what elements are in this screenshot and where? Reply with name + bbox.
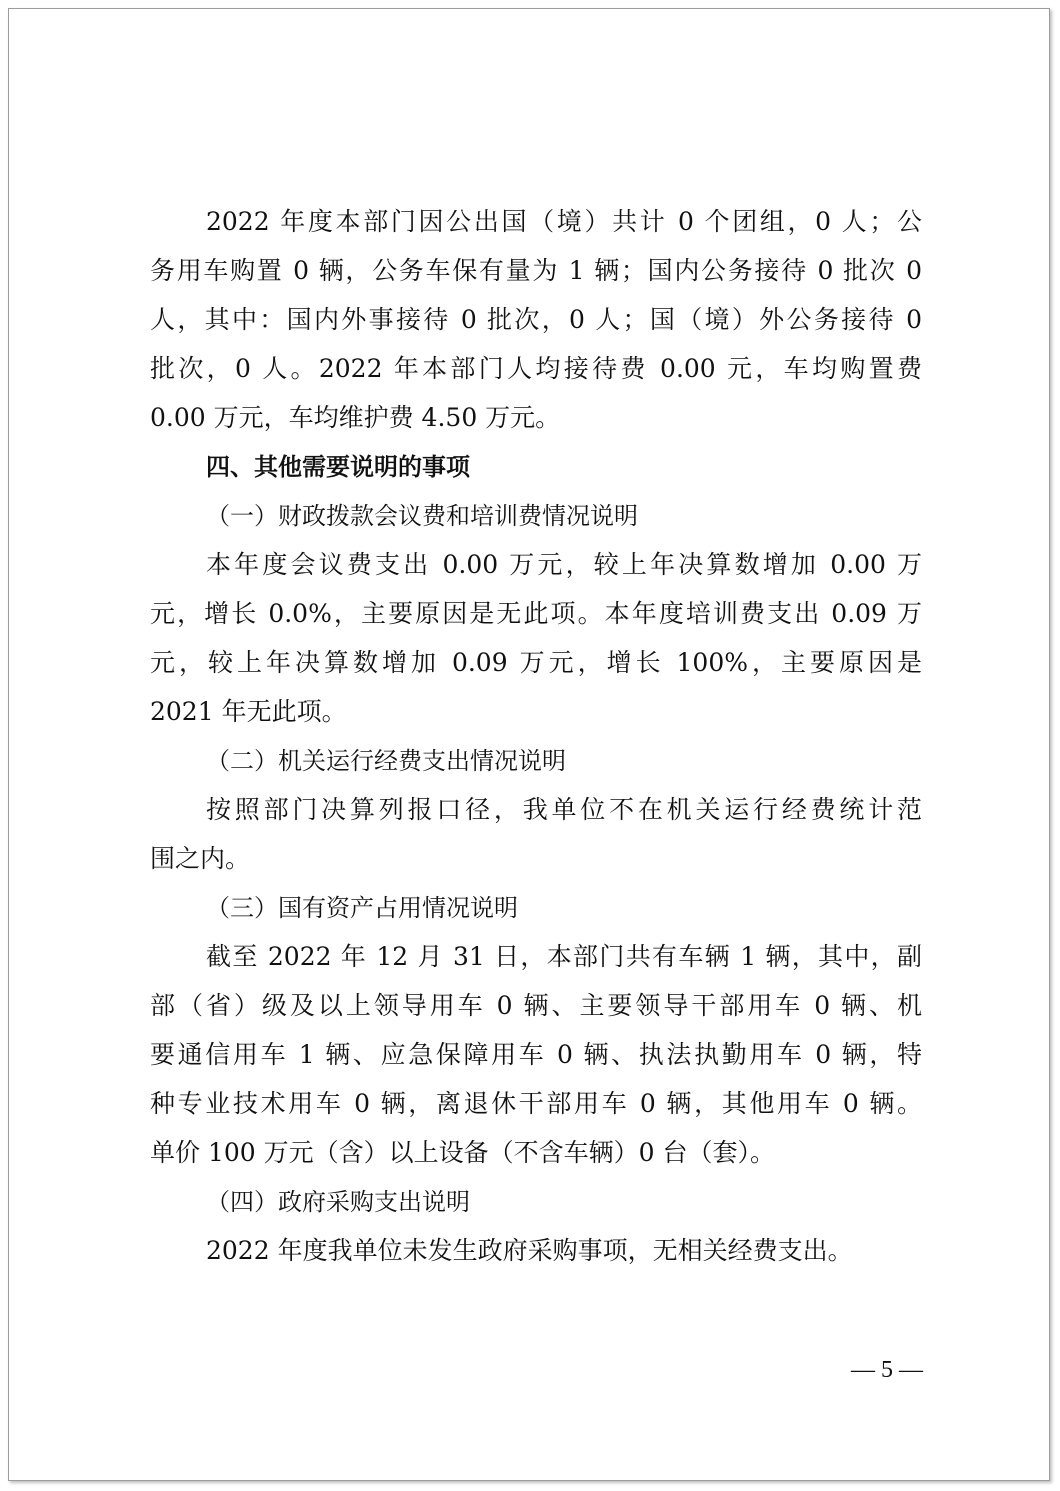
paragraph-line: 单价 100 万元（含）以上设备（不含车辆）0 台（套）。	[150, 1138, 775, 1167]
paragraph-line: 0.00 万元，车均维护费 4.50 万元。	[150, 403, 561, 432]
paragraph-line: 批次，0 人。2022 年本部门人均接待费 0.00 元，车均购置费	[150, 354, 922, 383]
paragraph-line: 部（省）级及以上领导用车 0 辆、主要领导干部用车 0 辆、机	[150, 991, 922, 1020]
paragraph-line: 截至 2022 年 12 月 31 日，本部门共有车辆 1 辆，其中，副	[206, 942, 922, 971]
paragraph-line: 2022 年度本部门因公出国（境）共计 0 个团组，0 人；公	[206, 207, 922, 236]
paragraph-line: 务用车购置 0 辆，公务车保有量为 1 辆；国内公务接待 0 批次 0	[150, 256, 922, 285]
paragraph-line: 2022 年度我单位未发生政府采购事项，无相关经费支出。	[206, 1236, 853, 1265]
section-heading: 四、其他需要说明的事项	[206, 453, 470, 481]
paragraph-line: 2021 年无此项。	[150, 697, 347, 726]
paragraph-line: 元，较上年决算数增加 0.09 万元，增长 100%，主要原因是	[150, 648, 922, 677]
paragraph-line: 种专业技术用车 0 辆，离退休干部用车 0 辆，其他用车 0 辆。	[150, 1089, 922, 1118]
paragraph-line: 要通信用车 1 辆、应急保障用车 0 辆、执法执勤用车 0 辆，特	[150, 1040, 922, 1069]
paragraph-line: 按照部门决算列报口径，我单位不在机关运行经费统计范	[206, 795, 922, 824]
subsection-heading: （三）国有资产占用情况说明	[206, 894, 518, 922]
paragraph-line: 本年度会议费支出 0.00 万元，较上年决算数增加 0.00 万	[206, 550, 922, 579]
paragraph-line: 围之内。	[150, 844, 251, 873]
subsection-heading: （四）政府采购支出说明	[206, 1188, 470, 1216]
subsection-heading: （一）财政拨款会议费和培训费情况说明	[206, 502, 638, 530]
page-number: — 5 —	[851, 1357, 923, 1383]
paragraph-line: 元，增长 0.0%，主要原因是无此项。本年度培训费支出 0.09 万	[150, 599, 922, 628]
subsection-heading: （二）机关运行经费支出情况说明	[206, 747, 566, 775]
paragraph-line: 人，其中：国内外事接待 0 批次，0 人；国（境）外公务接待 0	[150, 305, 922, 334]
